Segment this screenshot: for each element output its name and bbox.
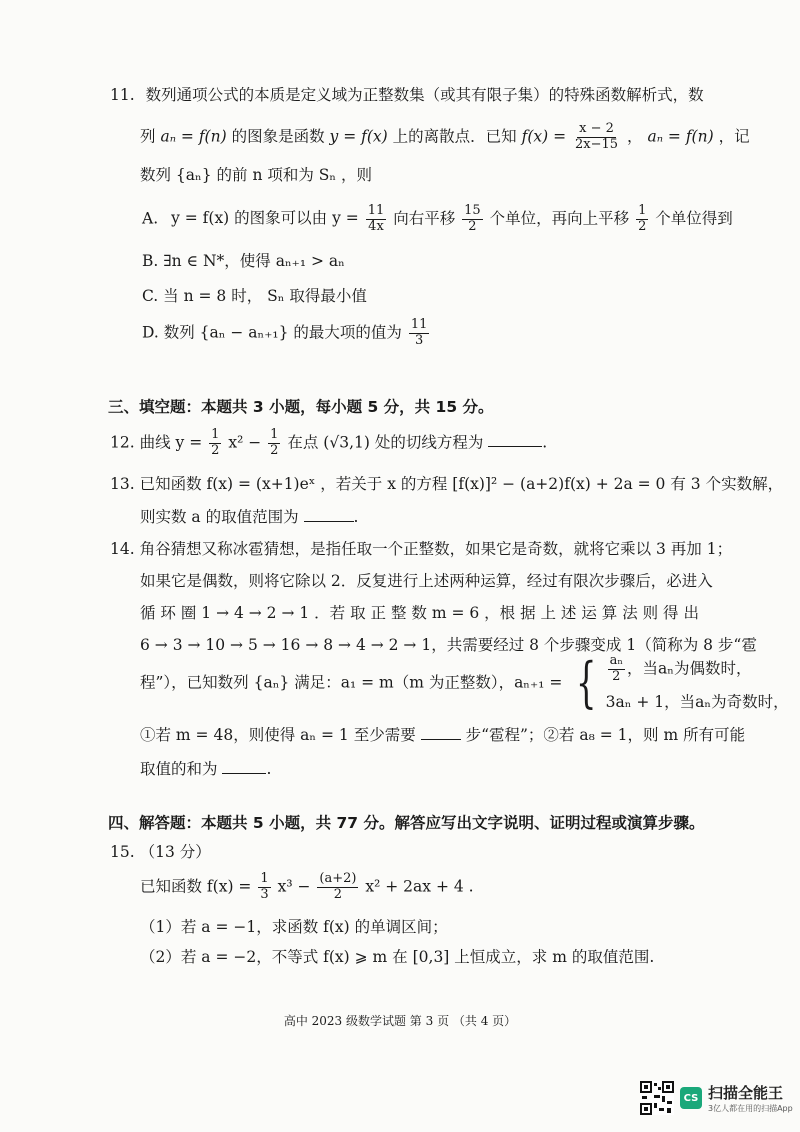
- q12-line: 12. 曲线 y = $\frac{1}{2}$ x² − $\frac{1}{2}$ 在点 (√3,1) 处的切线方程为 .: [110, 427, 548, 458]
- q11-text-1: 数列通项公式的本质是定义域为正整数集（或其有限子集）的特殊函数解析式，数: [145, 86, 704, 104]
- q14-line4: 6 → 3 → 10 → 5 → 16 → 8 → 4 → 2 → 1，共需要经过 8 个步骤变成 1（简称为 8 步“雹: [140, 636, 757, 654]
- q14-line3: 循 环 圈 1 → 4 → 2 → 1 ．若 取 正 整 数 m = 6 ，根 据 上 述 运 算 法 则 得 出: [140, 604, 699, 622]
- page-footer: 高中 2023 级数学试题 第 3 页 （共 4 页）: [283, 1014, 517, 1028]
- q11-number: 11.: [110, 86, 135, 104]
- q11-option-b: B. ∃n ∈ N*，使得 aₙ₊₁ > aₙ: [142, 252, 345, 270]
- q11-fraction: $\frac{x - 2}{2x-15}$: [575, 121, 619, 152]
- qr-code-icon: [640, 1081, 674, 1115]
- q12-answer-blank[interactable]: [488, 446, 542, 447]
- q14-piecewise: { $\frac{\text{aₙ}}{2}$ ，当aₙ为偶数时， 3aₙ + 1，当aₙ为奇数时，: [576, 650, 789, 714]
- section-3-title: 三、填空题：本题共 3 小题，每小题 5 分，共 15 分。: [108, 398, 494, 416]
- q15-given: 已知函数 f(x) = $\frac{1}{3}$ x³ − $\frac{(a+2)}{2}$ x² + 2ax + 4 .: [140, 871, 474, 902]
- q11-line1: [110, 86, 704, 105]
- q14-line2: 如果它是偶数，则将它除以 2．反复进行上述两种运算，经过有限次步骤后，必进入: [140, 572, 713, 590]
- q15-part1: （1）若 a = −1，求函数 f(x) 的单调区间；: [140, 918, 448, 936]
- q14-line6: ①若 m = 48，则使得 aₙ = 1 至少需要 步“雹程”；②若 a₈ = 1，则 m 所有可能: [140, 726, 746, 744]
- q14-line5: 程”），已知数列 {aₙ} 满足：a₁ = m（m 为正整数），aₙ₊₁ = { $\frac{\text{aₙ}}{2}$ ，当aₙ为偶数时， 3aₙ + 1，当aₙ为奇数时，: [140, 650, 789, 714]
- q13-line2: 则实数 a 的取值范围为 .: [140, 508, 359, 526]
- q13-answer-blank[interactable]: [304, 521, 354, 522]
- q14-line1: 14. 角谷猜想又称冰雹猜想，是指任取一个正整数，如果它是奇数，就将它乘以 3 再加 1；: [110, 540, 733, 558]
- section-4-title: 四、解答题：本题共 5 小题，共 77 分。解答应写出文字说明、证明过程或演算步骤。: [108, 814, 705, 832]
- camscanner-logo-icon: CS: [680, 1087, 702, 1109]
- q11-line2: 列 aₙ = f(n) 的图象是函数 y = f(x) 上的离散点．已知 f(x) = $\frac{x - 2}{2x-15}$ ， aₙ = f(n) ，记: [140, 121, 750, 152]
- q14-line7: 取值的和为 .: [140, 760, 272, 778]
- scanner-subtitle: 3亿人都在用的扫描App: [708, 1104, 793, 1113]
- q11-line3: 数列 {aₙ} 的前 n 项和为 Sₙ ，则: [140, 166, 373, 184]
- q14-answer-blank-1[interactable]: [421, 739, 461, 740]
- q14-answer-blank-2[interactable]: [222, 773, 266, 774]
- scanner-title: 扫描全能王: [708, 1084, 784, 1102]
- q15-part2: （2）若 a = −2，不等式 f(x) ⩾ m 在 [0,3] 上恒成立，求 m 的取值范围.: [140, 948, 655, 966]
- scanner-watermark: [640, 1081, 793, 1115]
- q13-line1: 13. 已知函数 f(x) = (x+1)eˣ ，若关于 x 的方程 [f(x)]² − (a+2)f(x) + 2a = 0 有 3 个实数解，: [110, 475, 784, 493]
- q15-header: 15. （13 分）: [110, 843, 211, 861]
- q11-option-d: D. 数列 {aₙ − aₙ₊₁} 的最大项的值为 $\frac{11}{3}$: [142, 317, 428, 348]
- q11-option-a: A. y = f(x) 的图象可以由 y = $\frac{11}{4x}$ 向右平移 $\frac{15}{2}$ 个单位，再向上平移 $\frac{1}{2}$ 个单位得到: [142, 203, 733, 234]
- q11-option-c: C. 当 n = 8 时， Sₙ 取得最小值: [142, 287, 367, 305]
